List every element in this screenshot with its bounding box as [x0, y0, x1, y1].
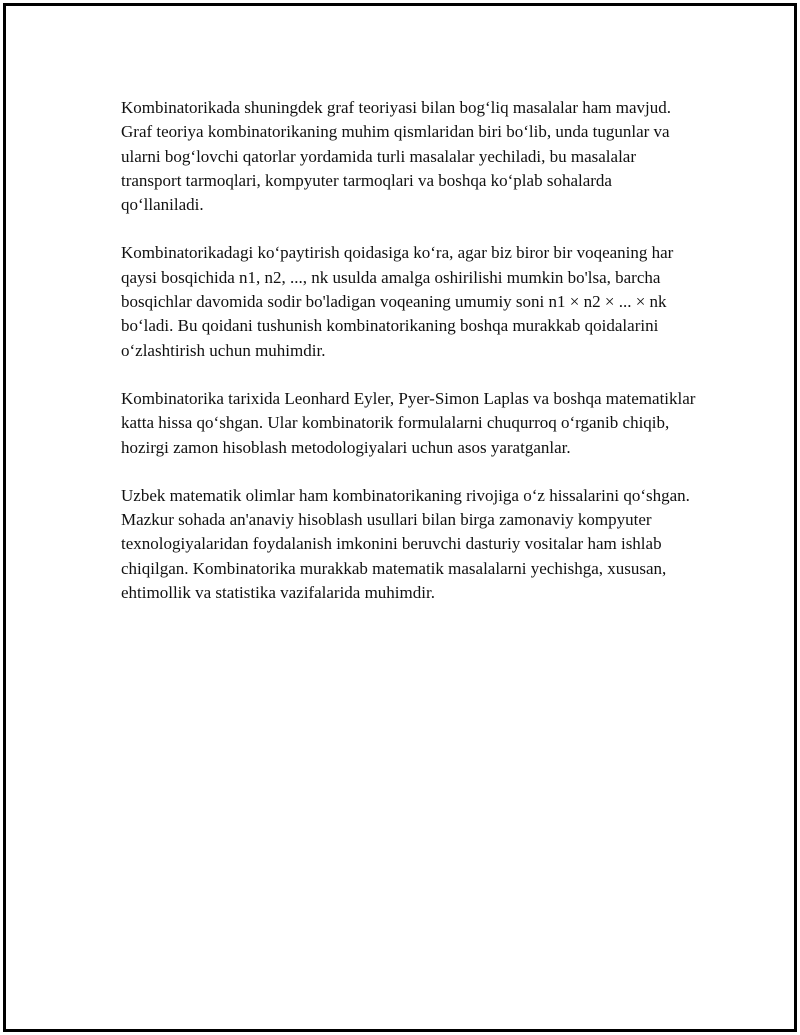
paragraph-graph-theory: Kombinatorikada shuningdek graf teoriyasi bilan bog‘liq masalalar ham mavjud. Graf teoriya kombinatorikaning muhim qismlaridan biri bo‘lib, unda tugunlar va ularni bog‘lovchi qatorlar yordamida turli masalalar yechiladi, bu masalalar transport tarmoqlari, kompyuter tarmoqlari va boshqa ko‘plab sohalarda qo‘llaniladi.	[121, 98, 671, 215]
paragraph-multiplication-rule: Kombinatorikadagi ko‘paytirish qoidasiga ko‘ra, agar biz biror bir voqeaning har qaysi bosqichida n1, n2, ..., nk usulda amalga oshirilishi mumkin bo'lsa, barcha bosqichlar davomida sodir bo'ladigan voqeaning umumiy soni n1 × n2 × ... × nk bo‘ladi. Bu qoidani tushunish kombinatorikaning boshqa murakkab qoidalarini o‘zlashtirish uchun muhimdir.	[121, 243, 674, 360]
page-border-frame	[3, 3, 797, 1032]
document-body	[121, 96, 696, 629]
paragraph-uzbek-scientists: Uzbek matematik olimlar ham kombinatorikaning rivojiga o‘z hissalarini qo‘shgan. Mazkur sohada an'anaviy hisoblash usullari bilan birga zamonaviy kompyuter texnologiyalaridan foydalanish imkonini beruvchi dasturiy vositalar ham ishlab chiqilgan. Kombinatorika murakkab matematik masalalarni yechishga, xususan, ehtimollik va statistika vazifalarida muhimdir.	[121, 485, 690, 603]
paragraph-history: Kombinatorika tarixida Leonhard Eyler, Pyer-Simon Laplas va boshqa matematiklar katta hissa qo‘shgan. Ular kombinatorik formulalarni chuqurroq o‘rganib chiqib, hozirgi zamon hisoblash metodologiyalari uchun asos yaratganlar.	[121, 388, 696, 457]
